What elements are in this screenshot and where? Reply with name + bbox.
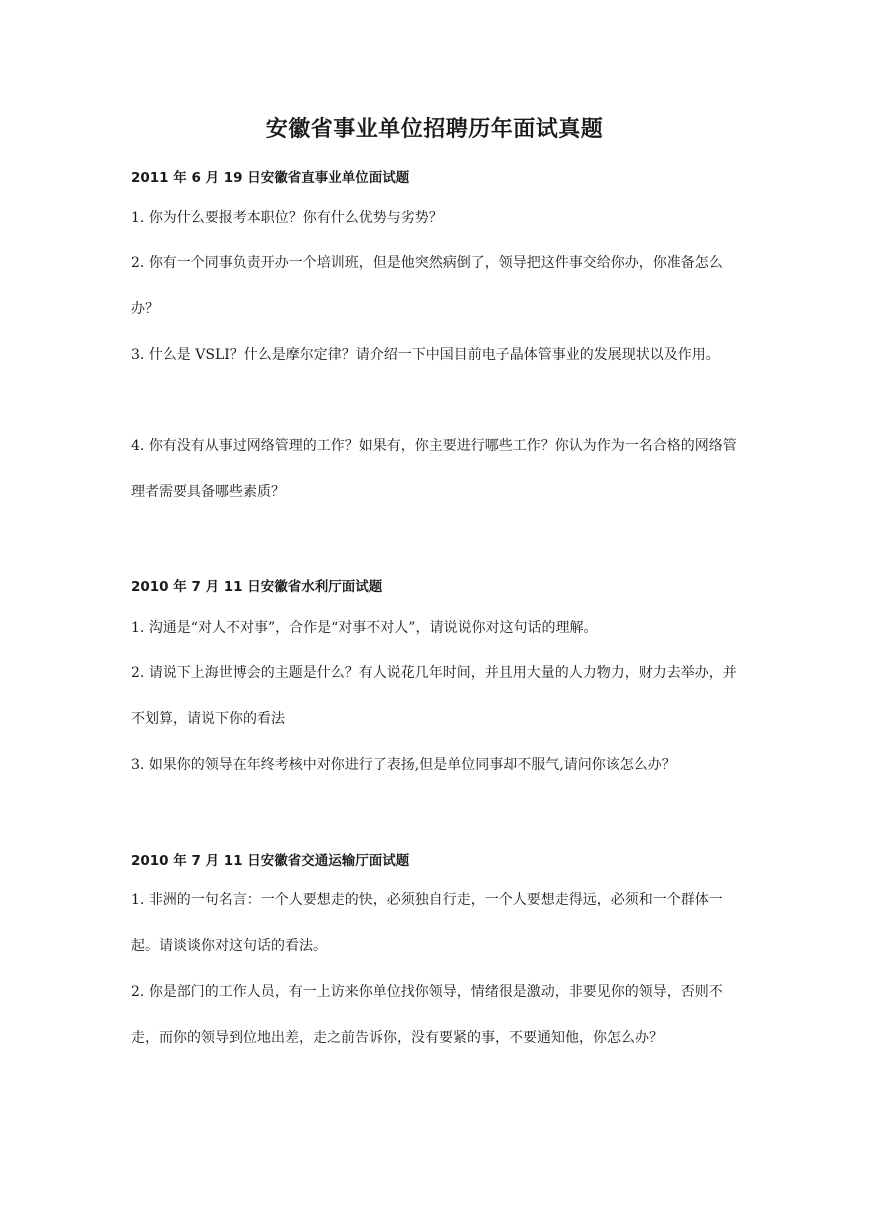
question-item [131,240,739,332]
section-heading: 2011 年 6 月 19 日安徽省直事业单位面试题 [131,170,410,186]
question-number: 2. [131,665,145,681]
section-heading: 2010 年 7 月 11 日安徽省水利厅面试题 [131,579,383,595]
question-text: 如果你的领导在年终考核中对你进行了表扬,但是单位同事却不服气,请问你该怎么办？ [148,757,676,773]
question-text: 请说下上海世博会的主题是什么？有人说花几年时间，并且用大量的人力物力，财力去举办，并不划算，请说下你的看法 [131,665,737,727]
question-number: 1. [131,210,145,226]
question-item [131,423,739,515]
question-number: 2. [131,255,145,271]
question-text: 你有一个同事负责开办一个培训班，但是他突然病倒了，领导把这件事交给你办，你准备怎么办？ [131,255,723,317]
question-text: 什么是 VSLI？什么是摩尔定律？请介绍一下中国目前电子晶体管事业的发展现状以及作用。 [148,347,720,363]
question-item [131,742,739,788]
question-text: 非洲的一句名言：一个人要想走的快，必须独自行走，一个人要想走得远，必须和一个群体一起。请谈谈你对这句话的看法。 [131,892,723,954]
section-heading: 2010 年 7 月 11 日安徽省交通运输厅面试题 [131,853,410,869]
question-item [131,195,739,241]
question-text: 沟通是“对人不对事”，合作是“对事不对人”，请说说你对这句话的理解。 [148,620,598,636]
question-text: 你有没有从事过网络管理的工作？如果有，你主要进行哪些工作？你认为作为一名合格的网络管理者需要具备哪些素质？ [131,438,737,500]
question-item [131,605,739,651]
question-number: 3. [131,347,145,363]
question-number: 2. [131,984,145,1000]
question-item [131,969,739,1061]
question-text: 你是部门的工作人员，有一上访来你单位找你领导，情绪很是激动，非要见你的领导，否则不走，而你的领导到位地出差，走之前告诉你，没有要紧的事，不要通知他，你怎么办？ [131,984,723,1046]
page-title: 安徽省事业单位招聘历年面试真题 [265,117,604,142]
question-number: 4. [131,438,145,454]
question-number: 3. [131,757,145,773]
question-number: 1. [131,620,145,636]
question-item [131,332,739,378]
question-item [131,650,739,742]
question-item [131,877,739,969]
question-number: 1. [131,892,145,908]
question-text: 你为什么要报考本职位？你有什么优势与劣势？ [148,210,443,226]
